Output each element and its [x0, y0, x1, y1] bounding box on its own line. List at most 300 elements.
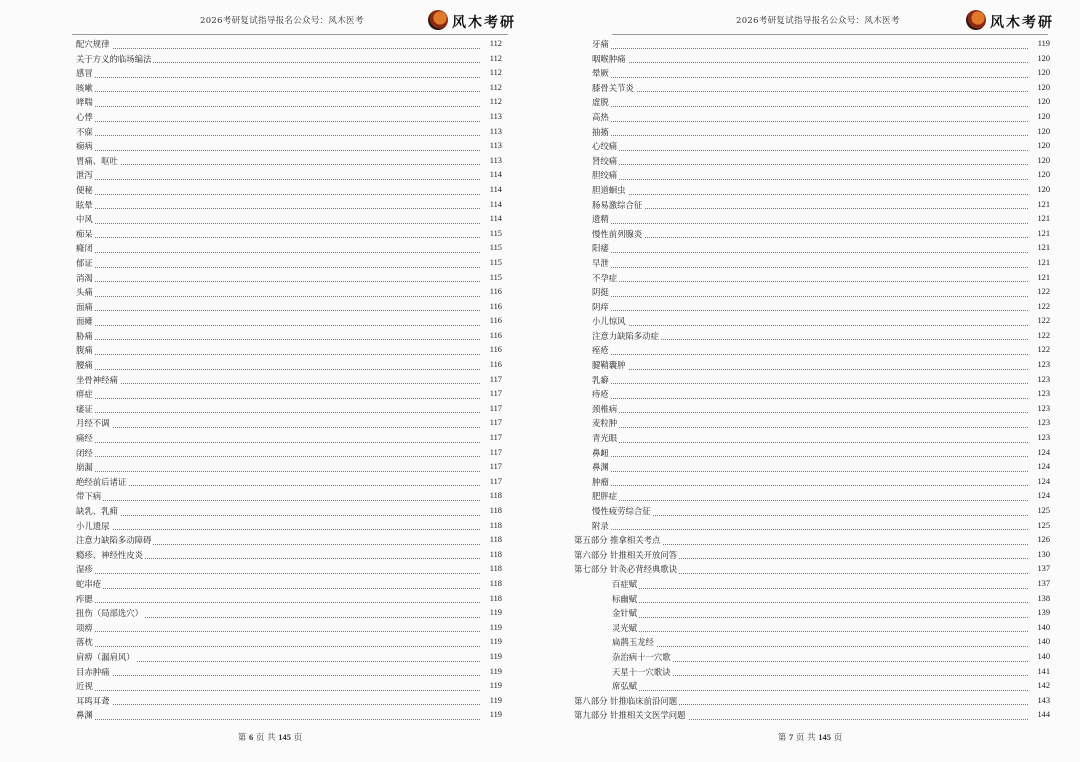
toc-entry[interactable] [76, 37, 502, 52]
toc-entry-page: 120 [1035, 183, 1050, 198]
toc-entry-title: 腱鞘囊肿 [574, 360, 628, 370]
toc-entry-page: 118 [488, 519, 502, 534]
page-header [540, 10, 1080, 34]
toc-entry-title: 鼻衄 [574, 448, 611, 458]
header-title: 2026考研复试指导报名公众号：风木医考 [736, 16, 900, 26]
toc-entry-title: 郁证 [76, 257, 93, 268]
toc-entry-page: 121 [1035, 256, 1050, 271]
dot-leader [574, 631, 1028, 632]
toc-entry-title: 近视 [76, 681, 93, 692]
toc-entry-title: 肩痹（漏肩风） [76, 651, 135, 662]
toc-entry-page: 118 [488, 548, 502, 563]
dot-leader [76, 588, 480, 589]
toc-entry-page: 112 [488, 95, 502, 110]
dot-leader [76, 179, 480, 180]
toc-entry-page: 121 [1035, 198, 1050, 213]
toc-entry-title: 附录 [574, 521, 611, 531]
toc-entry[interactable] [76, 402, 502, 417]
toc-entry[interactable] [574, 81, 1050, 96]
toc-entry-page: 120 [1035, 95, 1050, 110]
toc-entry-title: 第九部分 针推相关文医学问题 [574, 710, 686, 721]
toc-entry-page: 124 [1035, 475, 1050, 490]
toc-entry[interactable] [574, 125, 1050, 140]
logo-emblem-icon [428, 10, 448, 30]
dot-leader [76, 106, 480, 107]
toc-entry[interactable] [76, 66, 502, 81]
toc-entry-title: 早泄 [574, 258, 611, 268]
toc-entry[interactable] [574, 402, 1050, 417]
toc-entry[interactable] [574, 606, 1050, 621]
toc-entry-page: 121 [1035, 241, 1050, 256]
toc-entry-title: 湿疹 [76, 564, 93, 575]
dot-leader [76, 164, 480, 165]
toc-entry-page: 115 [488, 227, 502, 242]
toc-entry-title: 麦粒肿 [574, 418, 619, 428]
footer-prefix: 第 [777, 733, 787, 743]
toc-entry[interactable] [574, 592, 1050, 607]
toc-entry-title: 痫病 [76, 141, 93, 152]
toc-entry-page: 119 [488, 665, 502, 680]
toc-entry[interactable] [76, 387, 502, 402]
dot-leader [76, 412, 480, 413]
toc-entry[interactable] [574, 66, 1050, 81]
dot-leader [574, 500, 1028, 501]
toc-entry-page: 123 [1035, 358, 1050, 373]
dot-leader [76, 500, 480, 501]
toc-entry[interactable] [574, 212, 1050, 227]
dot-leader [76, 150, 480, 151]
toc-entry-page: 144 [1035, 708, 1050, 723]
toc-entry-title: 阳痿 [574, 243, 611, 253]
toc-entry-title: 项痹 [76, 622, 93, 633]
toc-entry-page: 117 [488, 373, 502, 388]
toc-entry[interactable] [574, 227, 1050, 242]
toc-entry-title: 眩晕 [76, 199, 93, 210]
toc-entry[interactable] [76, 679, 502, 694]
toc-entry[interactable] [76, 241, 502, 256]
dot-leader [76, 354, 480, 355]
toc-entry-page: 122 [1035, 285, 1050, 300]
toc-entry[interactable] [76, 198, 502, 213]
toc-entry-page: 122 [1035, 314, 1050, 329]
toc-entry-page: 119 [488, 606, 502, 621]
dot-leader [574, 617, 1028, 618]
toc-entry[interactable] [76, 635, 502, 650]
toc-entry-page: 114 [488, 183, 502, 198]
toc-entry[interactable] [76, 489, 502, 504]
toc-entry-title: 第八部分 针推临床前沿问题 [574, 695, 678, 706]
toc-entry-page: 120 [1035, 125, 1050, 140]
page-footer [540, 731, 1080, 743]
toc-entry[interactable] [76, 475, 502, 490]
toc-entry-title: 阴挺 [574, 287, 611, 297]
dot-leader [76, 427, 480, 428]
toc-entry-page: 119 [488, 621, 502, 636]
footer-page-number: 7 [788, 732, 794, 742]
toc-entry-page: 130 [1035, 548, 1050, 563]
dot-leader [76, 267, 480, 268]
toc-entry-title: 标幽赋 [574, 594, 639, 604]
toc-entry[interactable] [76, 358, 502, 373]
toc-entry[interactable] [76, 110, 502, 125]
toc-entry[interactable] [574, 256, 1050, 271]
toc-entry-page: 138 [1035, 592, 1050, 607]
toc-entry-title: 不寐 [76, 126, 93, 137]
toc-entry-title: 配穴规律 [76, 39, 110, 49]
dot-leader [76, 529, 480, 530]
toc-entry-title: 耳鸣耳聋 [76, 695, 110, 706]
toc-entry[interactable] [574, 358, 1050, 373]
toc-entry-title: 崩漏 [76, 462, 93, 473]
toc-entry-title: 胃痛、呕吐 [76, 155, 118, 166]
toc-entry[interactable] [76, 577, 502, 592]
toc-entry-title: 关于方义的临场编法 [76, 53, 152, 64]
toc-entry-page: 120 [1035, 66, 1050, 81]
toc-entry[interactable] [76, 621, 502, 636]
toc-entry[interactable] [76, 650, 502, 665]
toc-entry-page: 112 [488, 81, 502, 96]
toc-entry-page: 140 [1035, 650, 1050, 665]
dot-leader [76, 296, 480, 297]
toc-entry-title: 痄腮 [76, 593, 93, 604]
toc-entry-page: 123 [1035, 387, 1050, 402]
toc-entry[interactable] [76, 504, 502, 519]
toc-entry[interactable] [574, 489, 1050, 504]
dot-leader [76, 77, 480, 78]
toc-entry-title: 消渴 [76, 272, 93, 283]
toc-entry[interactable] [574, 183, 1050, 198]
toc-entry-title: 痹症 [76, 389, 93, 400]
toc-entry[interactable] [76, 139, 502, 154]
toc-entry-title: 痴呆 [76, 228, 93, 239]
toc-entry-title: 牙痛 [574, 39, 611, 49]
toc-entry-title: 第六部分 针推相关开放问答 [574, 549, 678, 560]
toc-entry-page: 119 [488, 708, 502, 723]
toc-entry[interactable] [574, 650, 1050, 665]
toc-entry-title: 肾绞痛 [574, 156, 619, 166]
toc-entry-title: 慢性前列腺炎 [574, 229, 644, 239]
toc-entry[interactable] [574, 533, 1050, 548]
toc-entry[interactable] [574, 95, 1050, 110]
toc-entry[interactable] [574, 431, 1050, 446]
toc-entry[interactable] [574, 300, 1050, 315]
dot-leader [76, 383, 480, 384]
toc-entry-page: 120 [1035, 110, 1050, 125]
toc-entry[interactable] [76, 329, 502, 344]
toc-entry[interactable] [76, 343, 502, 358]
toc-entry-title: 天星十一穴歌诀 [574, 667, 673, 677]
dot-leader [76, 602, 480, 603]
toc-entry[interactable] [76, 431, 502, 446]
toc-entry-title: 瘾疹、神经性皮炎 [76, 549, 143, 560]
toc-entry-page: 120 [1035, 168, 1050, 183]
toc-entry[interactable] [574, 271, 1050, 286]
toc-entry-title: 腰痛 [76, 360, 93, 371]
toc-entry-title: 杂治病十一穴歌 [574, 652, 673, 662]
toc-entry-page: 140 [1035, 635, 1050, 650]
toc-entry[interactable] [574, 708, 1050, 723]
toc-entry-title: 乳癖 [574, 375, 611, 385]
toc-entry-title: 鼻渊 [574, 462, 611, 472]
dot-leader [76, 208, 480, 209]
dot-leader [76, 690, 480, 691]
dot-leader [574, 690, 1028, 691]
toc-entry-title: 哮喘 [76, 97, 93, 108]
toc-entry-title: 目赤肿痛 [76, 666, 110, 677]
dot-leader [574, 485, 1028, 486]
toc-entry[interactable] [574, 329, 1050, 344]
toc-entry-title: 百症赋 [574, 579, 639, 589]
toc-entry-page: 119 [1036, 37, 1050, 52]
footer-suffix: 页 [833, 733, 843, 743]
toc-entry[interactable] [76, 548, 502, 563]
page-footer [0, 731, 540, 743]
dot-leader [76, 223, 480, 224]
toc-entry-title: 缺乳、乳痈 [76, 506, 118, 516]
toc-entry-page: 120 [1035, 52, 1050, 67]
dot-leader [574, 121, 1028, 122]
toc-entry[interactable] [574, 694, 1050, 709]
toc-entry[interactable] [574, 635, 1050, 650]
dot-leader [574, 442, 1028, 443]
dot-leader [76, 369, 480, 370]
dot-leader [76, 573, 480, 574]
dot-leader [76, 281, 480, 282]
dot-leader [574, 164, 1028, 165]
toc-entry[interactable] [574, 519, 1050, 534]
toc-entry[interactable] [76, 271, 502, 286]
toc-entry-title: 中风 [76, 214, 93, 225]
dot-leader [574, 267, 1028, 268]
toc-entry-page: 139 [1035, 606, 1050, 621]
toc-entry[interactable] [574, 241, 1050, 256]
toc-entry-title: 心绞痛 [574, 141, 619, 151]
toc-entry[interactable] [76, 285, 502, 300]
toc-entry-title: 灵光赋 [574, 623, 639, 633]
toc-entry[interactable] [574, 562, 1050, 577]
toc-entry[interactable] [76, 212, 502, 227]
toc-entry[interactable] [574, 168, 1050, 183]
toc-entry[interactable] [76, 446, 502, 461]
dot-leader [574, 77, 1028, 78]
toc-entry-title: 腹痛 [76, 345, 93, 356]
dot-leader [574, 106, 1028, 107]
header-rule [612, 34, 1048, 35]
toc-entry[interactable] [574, 475, 1050, 490]
dot-leader [76, 237, 480, 238]
toc-entry-page: 116 [488, 314, 502, 329]
toc-entry-title: 面瘫 [76, 316, 93, 327]
toc-entry-page: 113 [488, 139, 502, 154]
dot-leader [76, 646, 480, 647]
dot-leader [574, 194, 1028, 195]
toc-entry-title: 绝经前后诸证 [76, 476, 127, 487]
toc-entry[interactable] [574, 139, 1050, 154]
footer-total-pages: 145 [818, 732, 832, 742]
toc-entry-page: 116 [488, 343, 502, 358]
toc-entry[interactable] [76, 314, 502, 329]
toc-entry[interactable] [76, 183, 502, 198]
toc-entry[interactable] [574, 285, 1050, 300]
toc-entry-title: 抽搐 [574, 127, 611, 137]
toc-entry-title: 感冒 [76, 68, 93, 79]
toc-entry-title: 肿瘤 [574, 477, 611, 487]
toc-entry-page: 118 [488, 562, 502, 577]
toc-entry-page: 124 [1035, 489, 1050, 504]
toc-entry-page: 116 [488, 329, 502, 344]
dot-leader [76, 675, 480, 676]
dot-leader [574, 296, 1028, 297]
toc-entry[interactable] [76, 373, 502, 388]
toc-entry[interactable] [574, 110, 1050, 125]
header-rule [72, 34, 508, 35]
toc-entry[interactable] [76, 694, 502, 709]
dot-leader [76, 310, 480, 311]
toc-entry-title: 咽喉肿痛 [574, 54, 628, 64]
toc-entry[interactable] [574, 387, 1050, 402]
footer-suffix: 页 [293, 733, 303, 743]
toc-entry-page: 120 [1035, 154, 1050, 169]
dot-leader [76, 485, 480, 486]
footer-total-pages: 145 [278, 732, 292, 742]
toc-entry-title: 青光眼 [574, 433, 619, 443]
toc-entry[interactable] [76, 665, 502, 680]
toc-entry[interactable] [574, 665, 1050, 680]
brand-logo [428, 10, 538, 34]
toc-entry-title: 泄泻 [76, 170, 93, 181]
toc-entry[interactable] [574, 52, 1050, 67]
toc-entry-title: 慢性疲劳综合征 [574, 506, 653, 516]
toc-entry-page: 122 [1035, 329, 1050, 344]
toc-entry-page: 119 [488, 635, 502, 650]
toc-entry[interactable] [76, 606, 502, 621]
toc-entry[interactable] [76, 592, 502, 607]
toc-entry-page: 117 [488, 387, 502, 402]
toc-entry[interactable] [76, 708, 502, 723]
toc-entry-page: 121 [1035, 271, 1050, 286]
toc-entry-title: 扭伤（局部选穴） [76, 608, 143, 619]
toc-entry-title: 鼻渊 [76, 710, 93, 721]
toc-entry-title: 金针赋 [574, 608, 639, 618]
toc-entry[interactable] [574, 577, 1050, 592]
toc-entry[interactable] [76, 562, 502, 577]
dot-leader [574, 252, 1028, 253]
toc-entry[interactable] [76, 227, 502, 242]
toc-entry-title: 第五部分 推拿相关考点 [574, 535, 661, 546]
toc-entry-title: 阴痒 [574, 302, 611, 312]
toc-entry-page: 124 [1035, 446, 1050, 461]
toc-entry-page: 117 [488, 475, 502, 490]
toc-entry[interactable] [76, 416, 502, 431]
toc-entry[interactable] [574, 314, 1050, 329]
toc-entry[interactable] [76, 533, 502, 548]
dot-leader [574, 91, 1028, 92]
toc-entry[interactable] [76, 460, 502, 475]
toc-entry-page: 118 [488, 592, 502, 607]
toc-entry[interactable] [574, 37, 1050, 52]
dot-leader [76, 631, 480, 632]
toc-entry[interactable] [574, 460, 1050, 475]
dot-leader [76, 704, 480, 705]
toc-entry-page: 117 [488, 402, 502, 417]
toc-entry[interactable] [574, 679, 1050, 694]
toc-entry-page: 119 [488, 679, 502, 694]
toc-entry[interactable] [574, 373, 1050, 388]
toc-entry[interactable] [76, 95, 502, 110]
toc-entry[interactable] [574, 548, 1050, 563]
dot-leader [574, 529, 1028, 530]
toc-entry[interactable] [76, 300, 502, 315]
toc-entry-title: 第七部分 针灸必背经典歌诀 [574, 564, 678, 575]
footer-mid: 页 共 [795, 733, 816, 743]
toc-entry[interactable] [574, 446, 1050, 461]
toc-entry[interactable] [574, 154, 1050, 169]
toc-entry-title: 心悸 [76, 111, 93, 122]
dot-leader [76, 48, 480, 49]
dot-leader [574, 456, 1028, 457]
toc-entry[interactable] [574, 416, 1050, 431]
toc-entry-page: 115 [488, 256, 502, 271]
footer-prefix: 第 [237, 733, 247, 743]
toc-entry[interactable] [76, 154, 502, 169]
dot-leader [574, 150, 1028, 151]
toc-entry-title: 坐骨神经痛 [76, 374, 118, 385]
toc-entry-page: 123 [1035, 416, 1050, 431]
toc-entry[interactable] [574, 198, 1050, 213]
dot-leader [76, 471, 480, 472]
toc-entry-title: 带下病 [76, 491, 102, 502]
toc-entry[interactable] [76, 125, 502, 140]
dot-leader [76, 194, 480, 195]
dot-leader [76, 456, 480, 457]
dot-leader [574, 471, 1028, 472]
dot-leader [574, 310, 1028, 311]
toc-entry-title: 遗精 [574, 214, 611, 224]
toc-entry-title: 高热 [574, 112, 611, 122]
toc-entry-page: 123 [1035, 373, 1050, 388]
toc-entry-title: 头痛 [76, 287, 93, 298]
dot-leader [574, 48, 1028, 49]
toc-entry[interactable] [574, 621, 1050, 636]
toc-entry-title: 不孕症 [574, 273, 619, 283]
dot-leader [574, 412, 1028, 413]
toc-entry[interactable] [76, 519, 502, 534]
toc-entry-title: 咳嗽 [76, 82, 93, 93]
toc-entry-page: 123 [1035, 402, 1050, 417]
dot-leader [76, 135, 480, 136]
toc-entry-page: 126 [1035, 533, 1050, 548]
toc-entry-title: 肠易激综合征 [574, 200, 644, 210]
page-header [0, 10, 540, 34]
footer-page-number: 6 [248, 732, 254, 742]
toc-entry-page: 137 [1035, 562, 1050, 577]
dot-leader [76, 398, 480, 399]
toc-entry[interactable] [76, 256, 502, 271]
toc-entry[interactable] [574, 343, 1050, 358]
toc-entry[interactable] [76, 168, 502, 183]
dot-leader [76, 719, 480, 720]
toc-entry-title: 痔疮 [574, 389, 611, 399]
dot-leader [574, 588, 1028, 589]
toc-entry-page: 120 [1035, 139, 1050, 154]
toc-entry[interactable] [574, 504, 1050, 519]
toc-list-left [76, 37, 502, 723]
toc-entry-page: 118 [488, 533, 502, 548]
toc-entry[interactable] [76, 81, 502, 96]
toc-entry[interactable] [76, 52, 502, 67]
dot-leader [76, 91, 480, 92]
dot-leader [76, 515, 480, 516]
